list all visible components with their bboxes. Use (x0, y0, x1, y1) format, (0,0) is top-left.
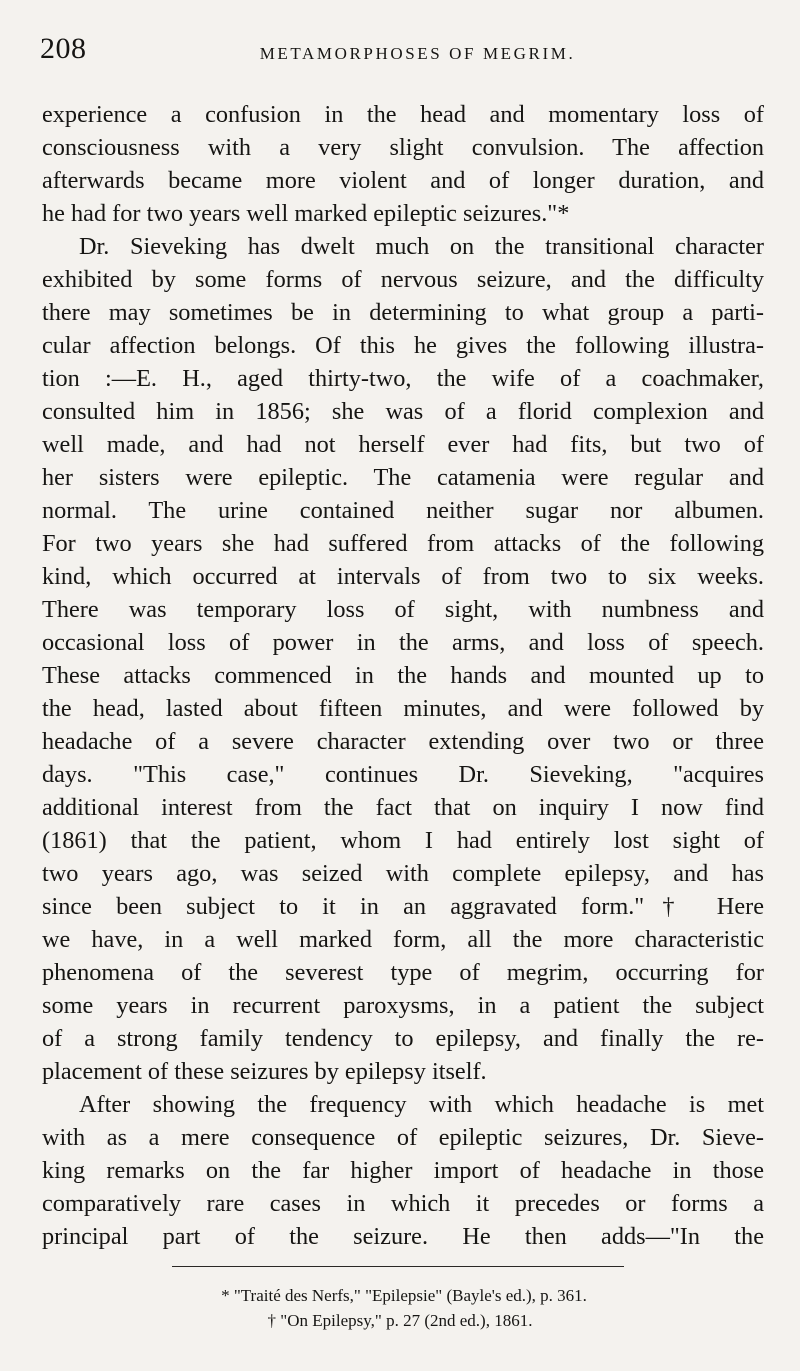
text-line: After showing the frequency with which headache is met (79, 1091, 764, 1118)
text-line: consulted him in 1856; she was of a florid complexion and (42, 398, 764, 425)
text-line: There was temporary loss of sight, with numbness and (42, 596, 764, 623)
text-line: consciousness with a very slight convulsion. The affection (42, 134, 764, 161)
text-line: of a strong family tendency to epilepsy, and finally the re- (42, 1025, 764, 1052)
footnotes (0, 1283, 800, 1333)
text-line: These attacks commenced in the hands and mounted up to (42, 662, 764, 689)
text-line: we have, in a well marked form, all the more characteristic (42, 926, 764, 953)
text-line: additional interest from the fact that on inquiry I now find (42, 794, 764, 821)
text-line: headache of a severe character extending over two or three (42, 728, 764, 755)
text-line: with as a mere consequence of epileptic seizures, Dr. Sieve- (42, 1124, 764, 1151)
page-header (40, 32, 765, 72)
text-line: principal part of the seizure. He then adds—"In the (42, 1223, 764, 1250)
text-line: normal. The urine contained neither sugar nor albumen. (42, 497, 764, 524)
text-line: there may sometimes be in determining to what group a parti- (42, 299, 764, 326)
text-line: exhibited by some forms of nervous seizure, and the difficulty (42, 266, 764, 293)
text-line: experience a confusion in the head and momentary loss of (42, 101, 764, 128)
text-line: some years in recurrent paroxysms, in a patient the subject (42, 992, 764, 1019)
text-line: cular affection belongs. Of this he gives the following illustra- (42, 332, 764, 359)
text-line: king remarks on the far higher import of headache in those (42, 1157, 764, 1184)
text-line: phenomena of the severest type of megrim, occurring for (42, 959, 764, 986)
text-line: her sisters were epileptic. The catamenia were regular and (42, 464, 764, 491)
text-line: he had for two years well marked epileptic seizures."* (42, 200, 570, 227)
text-line: placement of these seizures by epilepsy itself. (42, 1058, 487, 1085)
running-title: METAMORPHOSES OF MEGRIM. (259, 44, 576, 63)
text-line: For two years she had suffered from attacks of the following (42, 530, 764, 557)
text-line: kind, which occurred at intervals of from two to six weeks. (42, 563, 764, 590)
text-line: occasional loss of power in the arms, and loss of speech. (42, 629, 764, 656)
text-line: afterwards became more violent and of longer duration, and (42, 167, 764, 194)
text-line: the head, lasted about fifteen minutes, and were followed by (42, 695, 764, 722)
text-line: Dr. Sieveking has dwelt much on the transitional character (79, 233, 764, 260)
text-line: comparatively rare cases in which it precedes or forms a (42, 1190, 764, 1217)
text-line: (1861) that the patient, whom I had entirely lost sight of (42, 827, 764, 854)
page-number: 208 (40, 32, 87, 65)
text-line: since been subject to it in an aggravated form."† Here (42, 893, 764, 920)
body-text (42, 98, 764, 1253)
text-line: two years ago, was seized with complete epilepsy, and has (42, 860, 764, 887)
footnote-divider (172, 1266, 624, 1267)
text-line: tion :—E. H., aged thirty-two, the wife of a coachmaker, (42, 365, 764, 392)
footnote-2: † "On Epilepsy," p. 27 (2nd ed.), 1861. (267, 1311, 533, 1330)
footnote-1: * "Traité des Nerfs," "Epilepsie" (Bayle's ed.), p. 361. (221, 1286, 587, 1305)
text-line: well made, and had not herself ever had fits, but two of (42, 431, 764, 458)
text-line: days. "This case," continues Dr. Sieveking, "acquires (42, 761, 764, 788)
